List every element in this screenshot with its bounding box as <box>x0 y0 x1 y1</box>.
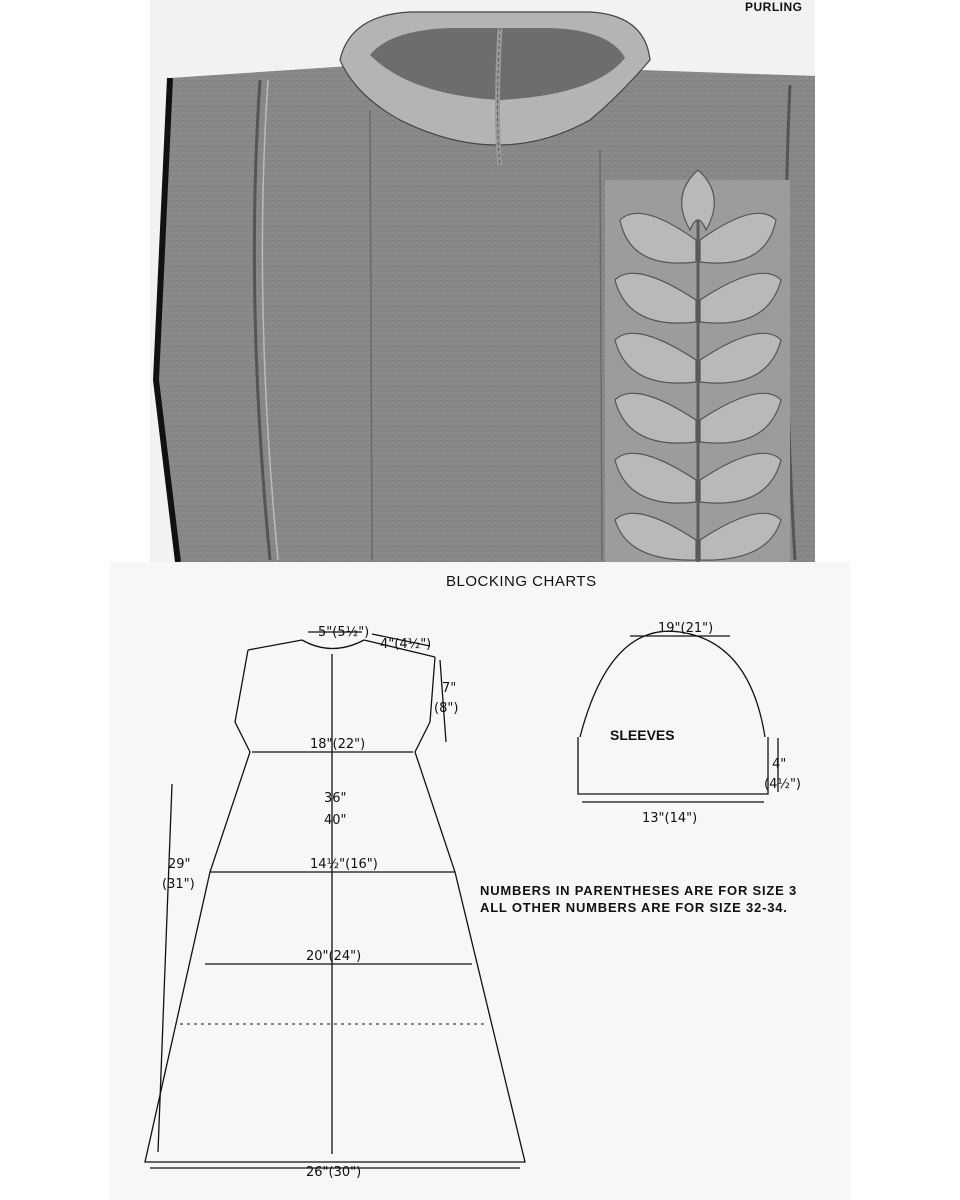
size-note-line: NUMBERS IN PARENTHESES ARE FOR SIZE 3 <box>480 883 798 898</box>
bust-alt-label: 40" <box>324 813 347 828</box>
sleeve-diagram <box>578 631 778 802</box>
sleeves-label: SLEEVES <box>610 727 675 743</box>
bust-label: 36" <box>324 791 347 806</box>
cuff-depth-label: 4" <box>772 757 787 772</box>
vest-photo <box>150 0 815 562</box>
size-note-line: ALL OTHER NUMBERS ARE FOR SIZE 32-34. <box>480 900 788 915</box>
waist-width-label: 14½"(16") <box>310 857 378 872</box>
sleeve-cuff <box>578 737 768 794</box>
vest-illustration <box>150 0 815 562</box>
length-alt-label: (31") <box>162 877 195 892</box>
cuff-depth-alt-label: (4½") <box>764 777 801 792</box>
length-label: 29" <box>168 857 191 872</box>
neck-curve <box>302 640 364 649</box>
left-shoulder <box>248 640 302 650</box>
body-outline <box>145 650 525 1162</box>
blocking-chart-panel <box>110 562 850 1200</box>
shoulder-width-label: 4"(4½") <box>380 637 432 652</box>
leaf-panel <box>605 170 790 562</box>
hem-width-label: 26"(30") <box>306 1165 362 1180</box>
armhole-depth-alt-label: (8") <box>434 701 459 716</box>
sleeve-cap-width-label: 19"(21") <box>658 621 714 636</box>
length-line <box>158 784 172 1152</box>
cuff-width-label: 13"(14") <box>642 811 698 826</box>
chest-width-label: 18"(22") <box>310 737 366 752</box>
sleeve-cap <box>580 631 765 737</box>
hip-width-label: 20"(24") <box>306 949 362 964</box>
size-notes <box>480 882 797 916</box>
blocking-charts-title: BLOCKING CHARTS <box>446 573 597 590</box>
armhole-depth-label: 7" <box>442 681 457 696</box>
corner-label: PURLING <box>745 0 803 14</box>
blocking-chart-drawing <box>110 562 850 1200</box>
neck-width-label: 5"(5½") <box>318 625 370 640</box>
